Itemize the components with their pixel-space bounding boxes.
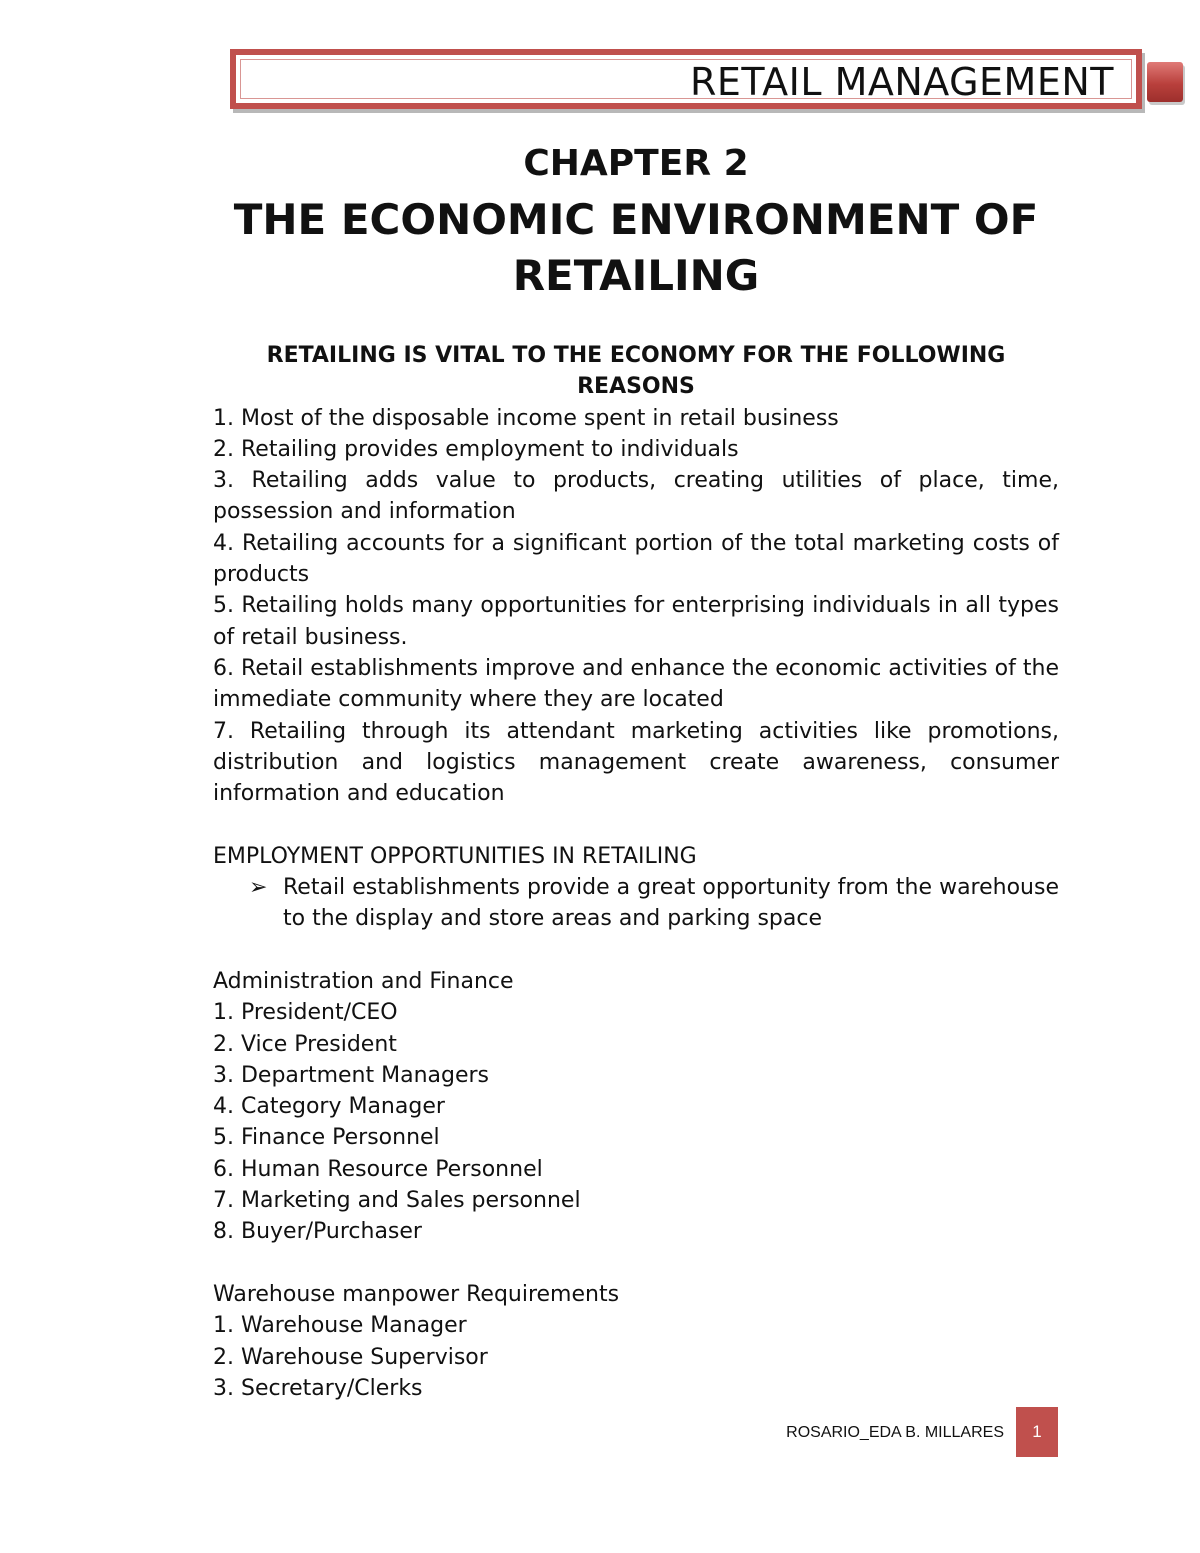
list-item: 4. Category Manager xyxy=(213,1094,445,1120)
list-item: 2. Vice President xyxy=(213,1031,397,1057)
chapter-title-line1: THE ECONOMIC ENVIRONMENT OF xyxy=(233,195,1039,244)
list-item: 2. Warehouse Supervisor xyxy=(213,1344,488,1370)
list-item: 1. Most of the disposable income spent in retail business xyxy=(213,405,839,431)
list-item: 5. Retailing holds many opportunities for enterprising individuals in all types of retail business. xyxy=(213,593,1059,650)
bullet-text: Retail establishments provide a great opportunity from the warehouse to the display and store areas and parking space xyxy=(283,875,1059,932)
list-item: 6. Human Resource Personnel xyxy=(213,1156,543,1182)
chapter-title-line2: RETAILING xyxy=(512,251,760,300)
employment-heading: EMPLOYMENT OPPORTUNITIES IN RETAILING xyxy=(213,843,697,869)
list-item: 3. Retailing adds value to products, creating utilities of place, time, possession and information xyxy=(213,468,1059,525)
warehouse-heading: Warehouse manpower Requirements xyxy=(213,1281,620,1307)
admin-heading: Administration and Finance xyxy=(213,968,514,994)
list-item: 8. Buyer/Purchaser xyxy=(213,1219,422,1245)
spacer xyxy=(213,809,1059,840)
arrow-bullet-icon: ➢ xyxy=(249,875,268,901)
list-item: 1. Warehouse Manager xyxy=(213,1313,467,1339)
list-item: 7. Retailing through its attendant marketing activities like promotions, distribution and logistics management create awareness, consumer information and education xyxy=(213,718,1059,807)
list-item: 6. Retail establishments improve and enhance the economic activities of the immediate community where they are located xyxy=(213,655,1059,713)
vital-heading-line2: REASONS xyxy=(577,374,695,400)
page-number-badge: 1 xyxy=(1016,1407,1058,1457)
vital-heading-line1: RETAILING IS VITAL TO THE ECONOMY FOR THE FOLLOWING xyxy=(266,343,1006,368)
header-banner xyxy=(230,49,1142,109)
list-item: 1. President/CEO xyxy=(213,1000,398,1026)
bullet-item xyxy=(213,872,1059,935)
vital-heading xyxy=(213,340,1059,403)
document-body xyxy=(213,340,1059,1404)
chapter-label: CHAPTER 2 xyxy=(523,143,749,184)
spacer xyxy=(213,1248,1059,1279)
list-item: 4. Retailing accounts for a significant portion of the total marketing costs of products xyxy=(213,530,1059,588)
header-tab-decoration xyxy=(1147,62,1183,102)
chapter-title xyxy=(213,192,1059,304)
list-item: 2. Retailing provides employment to individuals xyxy=(213,436,739,462)
spacer xyxy=(213,935,1059,966)
footer-author: ROSARIO_EDA B. MILLARES xyxy=(786,1424,1004,1441)
list-item: 3. Secretary/Clerks xyxy=(213,1375,423,1401)
header-title: RETAIL MANAGEMENT xyxy=(689,60,1114,104)
list-item: 7. Marketing and Sales personnel xyxy=(213,1188,581,1214)
list-item: 5. Finance Personnel xyxy=(213,1125,440,1151)
list-item: 3. Department Managers xyxy=(213,1062,489,1088)
